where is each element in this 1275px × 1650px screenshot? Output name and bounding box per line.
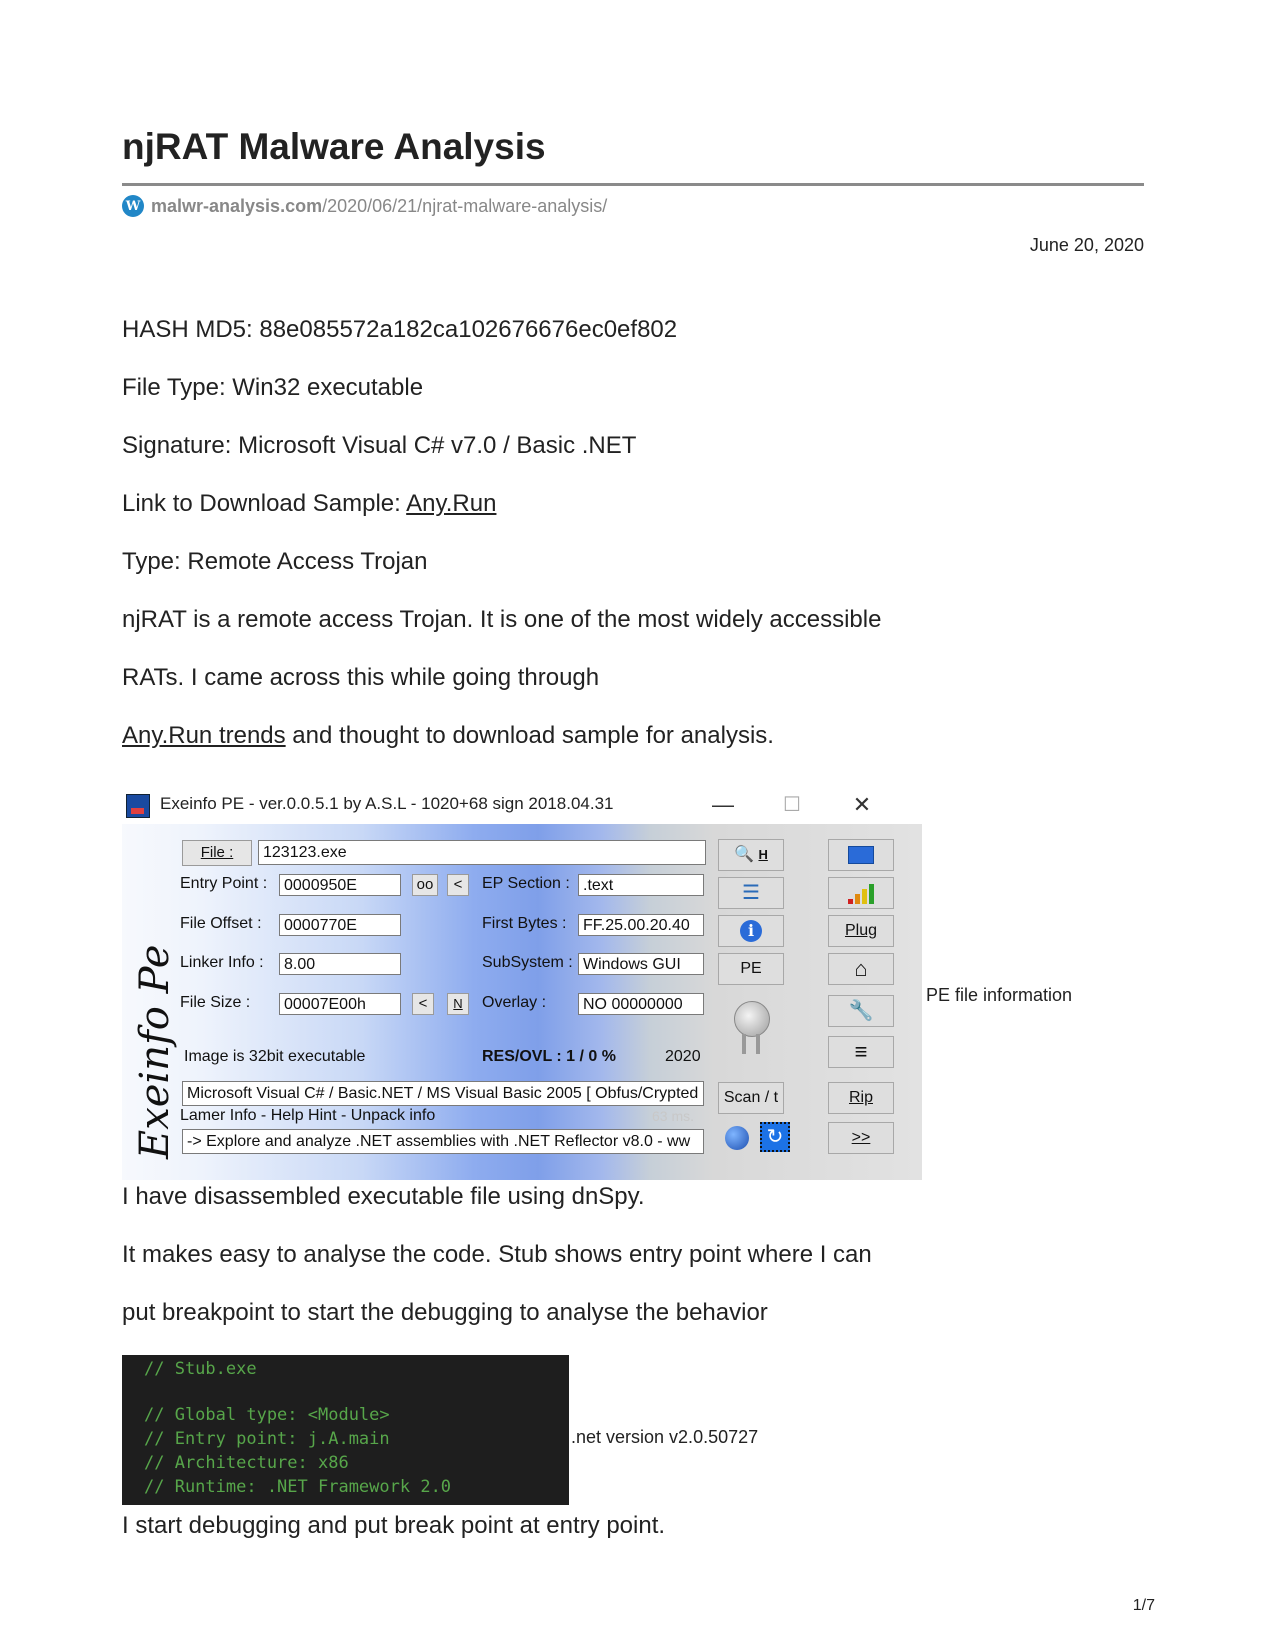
maximize-button[interactable]: ☐ — [783, 794, 801, 816]
globe-icon[interactable] — [725, 1126, 749, 1150]
disasm-line-1: I have disassembled executable file using dnSpy. — [122, 1183, 645, 1210]
plug-button[interactable]: Plug — [828, 915, 894, 947]
oo-button[interactable]: oo — [412, 874, 438, 896]
first-bytes-label: First Bytes : — [482, 915, 567, 932]
figure-2-caption: .net version v2.0.50727 — [571, 1427, 759, 1447]
folder-icon — [848, 846, 874, 864]
exeinfo-panel — [122, 824, 922, 1180]
code-snippet — [122, 1355, 569, 1505]
signature-line: Signature: Microsoft Visual C# v7.0 / Basic .NET — [122, 432, 637, 459]
file-offset-field[interactable]: 0000770E — [279, 914, 401, 936]
info-button[interactable] — [718, 915, 784, 947]
code-line: // Architecture: x86 — [144, 1453, 349, 1473]
disasm-line-2: It makes easy to analyse the code. Stub shows entry point where I can — [122, 1241, 872, 1268]
close-button[interactable]: ✕ — [852, 792, 872, 817]
source-domain: malwr-analysis.com — [151, 195, 323, 216]
linker-info-label: Linker Info : — [180, 954, 264, 971]
code-line: // Entry point: j.A.main — [144, 1429, 390, 1449]
magnifier-icon: 🔍 — [734, 846, 755, 863]
anyrun-link[interactable]: Any.Run — [406, 490, 497, 517]
year-text: 2020 — [665, 1048, 701, 1065]
exeinfo-window — [122, 786, 922, 1180]
n-button[interactable]: N — [447, 993, 469, 1015]
pe-button[interactable]: PE — [718, 953, 784, 985]
download-line — [122, 490, 496, 518]
image-info-text: Image is 32bit executable — [184, 1048, 366, 1065]
code-line: // Global type: <Module> — [144, 1405, 390, 1425]
award-icon — [734, 1001, 770, 1037]
menu-button[interactable] — [828, 1036, 894, 1068]
wordpress-icon: W — [122, 195, 144, 217]
home-button[interactable] — [828, 953, 894, 985]
exeinfo-title: Exeinfo PE - ver.0.0.5.1 by A.S.L - 1020+68 sign 2018.04.31 — [160, 794, 614, 813]
ep-section-label: EP Section : — [482, 875, 570, 892]
subsystem-label: SubSystem : — [482, 954, 573, 971]
type-line: Type: Remote Access Trojan — [122, 548, 428, 575]
intro-line-1: njRAT is a remote access Trojan. It is one of the most widely accessible — [122, 606, 882, 633]
code-line: // Stub.exe — [144, 1359, 257, 1379]
entry-point-field[interactable]: 0000950E — [279, 874, 401, 896]
hint-field[interactable]: -> Explore and analyze .NET assemblies with .NET Reflector v8.0 - ww — [182, 1129, 704, 1154]
page-title: njRAT Malware Analysis — [122, 126, 546, 167]
menu-icon: ≡ — [854, 1039, 868, 1064]
minimize-button[interactable]: — — [712, 792, 734, 817]
timing-text: 63 ms. — [652, 1108, 695, 1124]
wrench-icon: 🔧 — [848, 1000, 874, 1022]
detection-field[interactable]: Microsoft Visual C# / Basic.NET / MS Visual Basic 2005 [ Obfus/Crypted — [182, 1081, 704, 1106]
file-button[interactable]: File : — [182, 840, 252, 866]
next-button[interactable]: >> — [828, 1122, 894, 1154]
exeinfo-app-icon — [126, 794, 150, 818]
overlay-label: Overlay : — [482, 994, 547, 1011]
h-label: H — [758, 847, 768, 862]
intro-line-3 — [122, 722, 774, 750]
page-number: 1/7 — [1132, 1597, 1155, 1614]
publish-date: June 20, 2020 — [1029, 235, 1144, 255]
figure-1-caption: PE file information — [926, 985, 1073, 1005]
file-offset-label: File Offset : — [180, 915, 262, 932]
file-size-field[interactable]: 00007E00h — [279, 993, 401, 1015]
scan-button[interactable]: Scan / t — [718, 1082, 784, 1114]
linker-info-field[interactable]: 8.00 — [279, 953, 401, 975]
intro-line-2: RATs. I came across this while going through — [122, 664, 600, 691]
stats-button[interactable] — [828, 877, 894, 909]
code-line: // Runtime: .NET Framework 2.0 — [144, 1477, 452, 1497]
info-icon: i — [740, 920, 762, 942]
title-divider — [122, 183, 1144, 186]
hash-line: HASH MD5: 88e085572a182ca102676676ec0ef802 — [122, 316, 678, 343]
lamer-info-text[interactable]: Lamer Info - Help Hint - Unpack info — [180, 1107, 436, 1124]
prev-button[interactable]: < — [447, 874, 469, 896]
exeinfo-logo: Exeinfo Pe — [132, 944, 178, 1159]
intro-line-3-text: and thought to download sample for analysis. — [285, 722, 774, 749]
download-label: Link to Download Sample: — [122, 490, 407, 517]
award-ribbon — [742, 1034, 760, 1054]
rip-button[interactable]: Rip — [828, 1082, 894, 1114]
subsystem-field[interactable]: Windows GUI — [578, 953, 704, 975]
tools-button[interactable] — [828, 995, 894, 1027]
bar-chart-icon — [848, 882, 874, 904]
res-ovl-text: RES/OVL : 1 / 0 % — [482, 1048, 616, 1065]
source-path: /2020/06/21/njrat-malware-analysis/ — [322, 195, 608, 216]
open-folder-button[interactable] — [828, 839, 894, 871]
disasm-line-3: put breakpoint to start the debugging to analyse the behavior — [122, 1299, 768, 1326]
size-prev-button[interactable]: < — [412, 993, 434, 1015]
refresh-icon[interactable]: ↻ — [760, 1122, 790, 1152]
exeinfo-titlebar — [122, 786, 922, 824]
search-button[interactable] — [718, 839, 784, 871]
source-url[interactable] — [122, 195, 607, 217]
home-icon: ⌂ — [854, 956, 868, 981]
tree-icon: ☰ — [742, 882, 760, 904]
debug-line: I start debugging and put break point at entry point. — [122, 1512, 666, 1539]
ep-section-field[interactable]: .text — [578, 874, 704, 896]
file-type-line: File Type: Win32 executable — [122, 374, 424, 401]
anyrun-trends-link[interactable]: Any.Run trends — [122, 722, 286, 749]
tree-view-button[interactable] — [718, 877, 784, 909]
overlay-field[interactable]: NO 00000000 — [578, 993, 704, 1015]
entry-point-label: Entry Point : — [180, 875, 268, 892]
file-path-field[interactable]: 123123.exe — [258, 840, 706, 865]
first-bytes-field[interactable]: FF.25.00.20.40 — [578, 914, 704, 936]
file-size-label: File Size : — [180, 994, 251, 1011]
